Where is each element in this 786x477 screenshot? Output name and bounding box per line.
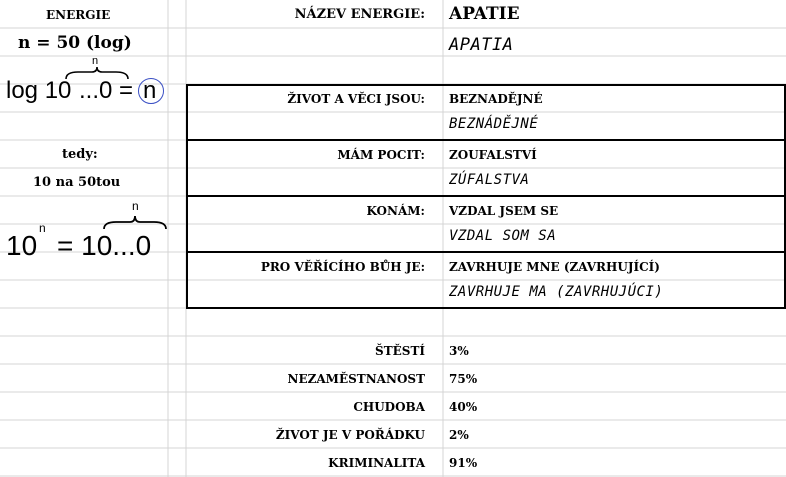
stat-label: ŽIVOT JE V POŘÁDKU [275,428,425,442]
stat-value: 91% [449,456,478,470]
tedy-label: tedy: [62,147,98,162]
brace-icon [64,66,130,80]
attribute-value-sk: BEZNÁDĚJNÉ [449,116,539,132]
stat-value: 75% [449,372,478,386]
power-result: = 10...0 [57,230,152,261]
tedy-value: 10 na 50tou [33,175,121,190]
stat-label: CHUDOBA [353,400,425,414]
energy-name-value: APATIE [449,4,520,24]
stat-value: 3% [449,344,469,358]
log-zeros: ...0 = [79,77,134,104]
stat-value: 2% [449,428,469,442]
stat-label: ŠTĚSTÍ [375,344,425,358]
power-exponent: n [39,221,46,235]
log-prefix: log 10 [6,77,72,104]
attribute-value-sk: VZDAL SOM SA [449,228,557,244]
attribute-value: VZDAL JSEM SE [449,204,559,218]
log-formula [6,56,168,110]
brace-icon [102,214,168,230]
attribute-label: ŽIVOT A VĚCI JSOU: [287,92,425,106]
attribute-value-sk: ZAVRHUJE MA (ZAVRHUJÚCI) [449,284,664,300]
energy-name-value-sk: APATIA [449,35,514,55]
n-value-line: n = 50 (log) [18,33,132,53]
attribute-label: MÁM POCIT: [337,148,425,162]
table-row-divider [186,139,786,141]
stat-label: NEZAMĚSTNANOST [287,372,425,386]
circled-n-label: n [143,77,157,104]
attribute-value: ZOUFALSTVÍ [449,148,537,162]
brace-n-label: n [92,55,99,67]
table-row-divider [186,251,786,253]
power-formula [6,200,172,264]
stat-label: KRIMINALITA [328,456,425,470]
energy-name-label: NÁZEV ENERGIE: [294,7,425,22]
table-row-divider [186,195,786,197]
attribute-value-sk: ZÚFALSTVA [449,172,530,188]
attribute-label: KONÁM: [366,204,425,218]
attribute-value: BEZNADĚJNÉ [449,92,543,106]
energy-header: ENERGIE [46,8,111,22]
brace-n-label: n [132,199,139,213]
attribute-value: ZAVRHUJE MNE (ZAVRHUJÍCÍ) [449,260,660,274]
power-base: 10 [6,230,38,261]
stat-value: 40% [449,400,478,414]
attribute-label: PRO VĚŘÍCÍHO BŮH JE: [260,260,425,274]
